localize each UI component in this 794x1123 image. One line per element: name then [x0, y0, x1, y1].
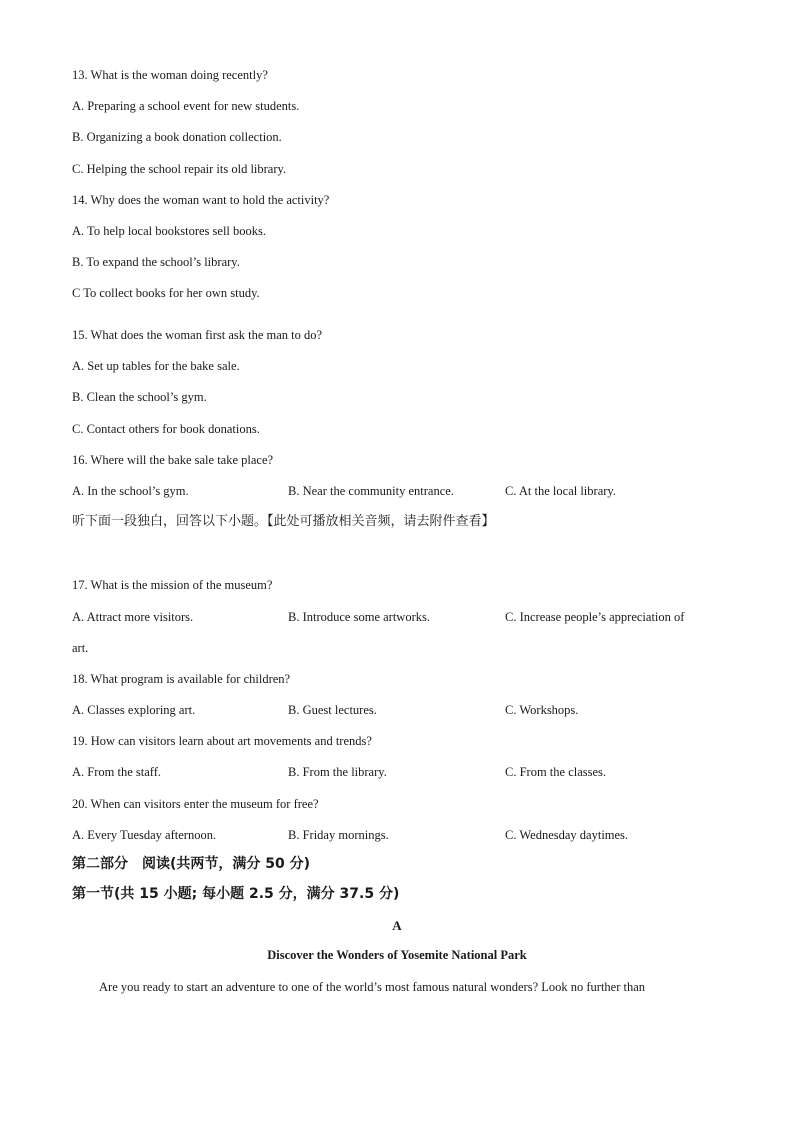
q20-stem: 20. When can visitors enter the museum for free?	[72, 797, 319, 811]
q13-stem: 13. What is the woman doing recently?	[72, 68, 268, 82]
q18-option-c: C. Workshops.	[505, 703, 579, 717]
q18-stem: 18. What program is available for children?	[72, 672, 291, 686]
q13-option-a: A. Preparing a school event for new students.	[72, 99, 300, 113]
q14-option-a: A. To help local bookstores sell books.	[72, 224, 267, 238]
q19-stem: 19. How can visitors learn about art movements and trends?	[72, 734, 372, 748]
part2-heading: 第二部分 阅读(共两节，满分 50 分)	[72, 856, 311, 872]
q15-option-c: C. Contact others for book donations.	[72, 422, 260, 436]
q19-option-a: A. From the staff.	[72, 765, 161, 779]
q15-option-a: A. Set up tables for the bake sale.	[72, 359, 240, 373]
q16-option-b: B. Near the community entrance.	[288, 484, 454, 498]
q16-option-a: A. In the school’s gym.	[72, 484, 189, 498]
q16-option-c: C. At the local library.	[505, 484, 616, 498]
passage-first-line: Are you ready to start an adventure to one of the world’s most famous natural wonders? Look no further than	[99, 980, 646, 994]
passage-letter: A	[392, 918, 402, 933]
q17-option-c: C. Increase people’s appreciation of	[505, 610, 685, 624]
q17-stem: 17. What is the mission of the museum?	[72, 578, 273, 592]
q20-option-b: B. Friday mornings.	[288, 828, 389, 842]
q19-option-b: B. From the library.	[288, 765, 387, 779]
passage-title: Discover the Wonders of Yosemite National Park	[267, 948, 527, 962]
q20-option-a: A. Every Tuesday afternoon.	[72, 828, 217, 842]
q16-stem: 16. Where will the bake sale take place?	[72, 453, 274, 467]
q14-option-b: B. To expand the school’s library.	[72, 255, 240, 269]
q18-option-a: A. Classes exploring art.	[72, 703, 196, 717]
q17-option-a: A. Attract more visitors.	[72, 610, 194, 624]
q17-option-c-continued: art.	[72, 641, 89, 655]
q19-option-c: C. From the classes.	[505, 765, 607, 779]
q20-option-c: C. Wednesday daytimes.	[505, 828, 629, 842]
q18-option-b: B. Guest lectures.	[288, 703, 377, 717]
q15-stem: 15. What does the woman first ask the man to do?	[72, 328, 323, 342]
q14-option-c: C To collect books for her own study.	[72, 286, 260, 300]
section1-heading: 第一节(共 15 小题; 每小题 2.5 分，满分 37.5 分)	[72, 886, 400, 902]
q15-option-b: B. Clean the school’s gym.	[72, 390, 207, 404]
listening-instruction: 听下面一段独白，回答以下小题。【此处可播放相关音频，请去附件查看】	[72, 514, 495, 529]
q14-stem: 14. Why does the woman want to hold the activity?	[72, 193, 330, 207]
q13-option-b: B. Organizing a book donation collection.	[72, 130, 282, 144]
q17-option-b: B. Introduce some artworks.	[288, 610, 430, 624]
q13-option-c: C. Helping the school repair its old library.	[72, 162, 287, 176]
